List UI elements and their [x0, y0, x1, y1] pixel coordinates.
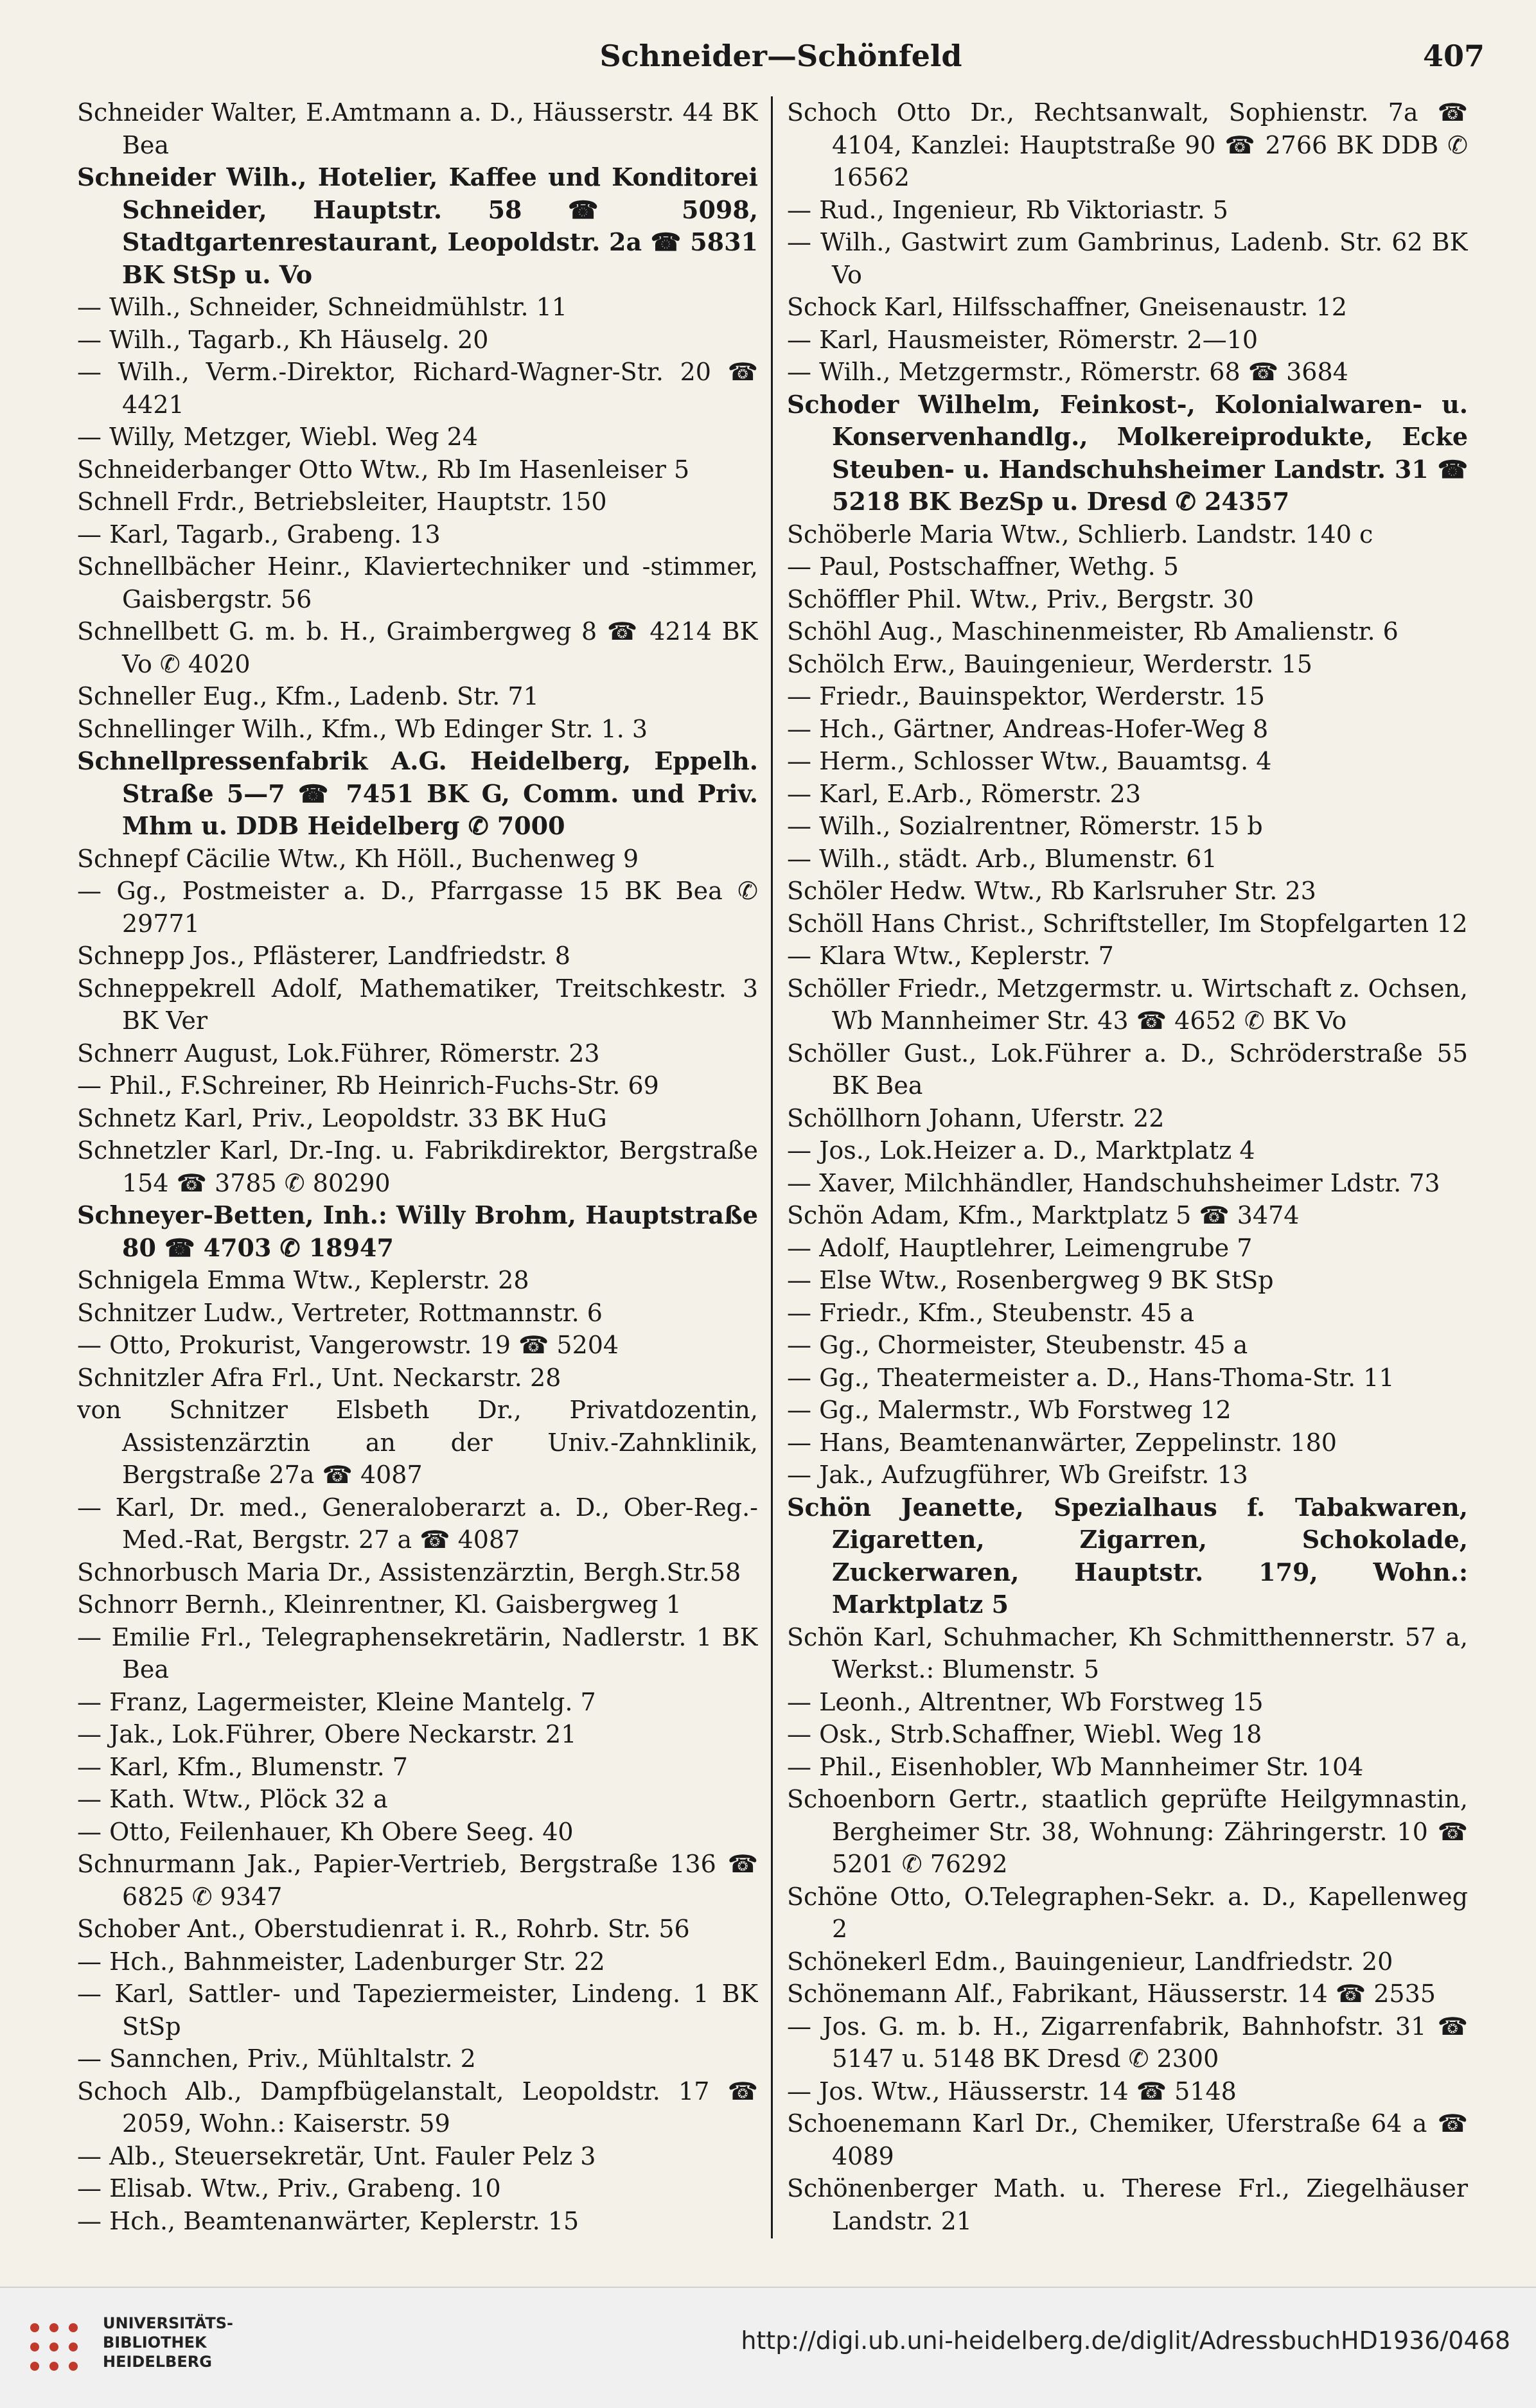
directory-entry: Schnitzer Ludw., Vertreter, Rottmannstr. 6 — [77, 1298, 603, 1327]
directory-entry: — Klara Wtw., Keplerstr. 7 — [787, 942, 1114, 970]
directory-entry: Schön Karl, Schuhmacher, Kh Schmitthennerstr. 57 a, Werkst.: Blumenstr. 5 — [787, 1622, 1468, 1683]
directory-entry: — Friedr., Bauinspektor, Werderstr. 15 — [787, 682, 1265, 710]
directory-entry: Schoenemann Karl Dr., Chemiker, Uferstraße 64 a ☎ 4089 — [787, 2109, 1468, 2170]
directory-entry: — Wilh., Gastwirt zum Gambrinus, Ladenb. Str. 62 BK Vo — [787, 228, 1468, 289]
library-name — [103, 2314, 233, 2371]
document-url-link[interactable]: http://digi.ub.uni-heidelberg.de/diglit/AdressbuchHD1936/0468 — [741, 2326, 1510, 2355]
directory-entry: Schöhl Aug., Maschinenmeister, Rb Amalienstr. 6 — [787, 617, 1399, 646]
directory-entry: Schneiderbanger Otto Wtw., Rb Im Hasenleiser 5 — [77, 455, 690, 484]
directory-entry: — Otto, Prokurist, Vangerowstr. 19 ☎ 5204 — [77, 1331, 619, 1359]
directory-entry: — Otto, Feilenhauer, Kh Obere Seeg. 40 — [77, 1817, 574, 1846]
directory-entry: von Schnitzer Elsbeth Dr., Privatdozentin, Assistenzärztin an der Univ.-Zahnklinik, Bergstraße 27a ☎ 4087 — [77, 1396, 758, 1489]
directory-entry: — Hans, Beamtenanwärter, Zeppelinstr. 180 — [787, 1428, 1337, 1457]
directory-entry: — Gg., Malermstr., Wb Forstweg 12 — [787, 1396, 1231, 1424]
directory-entry: — Herm., Schlosser Wtw., Bauamtsg. 4 — [787, 747, 1272, 775]
directory-columns — [77, 96, 1484, 2238]
directory-entry: — Jos. Wtw., Häusserstr. 14 ☎ 5148 — [787, 2077, 1237, 2105]
directory-entry: Schnell Frdr., Betriebsleiter, Hauptstr. 150 — [77, 488, 607, 516]
directory-entry: Schoch Alb., Dampfbügelanstalt, Leopoldstr. 17 ☎ 2059, Wohn.: Kaiserstr. 59 — [77, 2077, 758, 2138]
left-column — [77, 96, 758, 2238]
directory-entry: Schöberle Maria Wtw., Schlierb. Landstr. 140 c — [787, 520, 1373, 549]
page-number: 407 — [1422, 39, 1485, 73]
directory-entry: Schön Adam, Kfm., Marktplatz 5 ☎ 3474 — [787, 1201, 1300, 1229]
directory-entry: Schöller Friedr., Metzgermstr. u. Wirtschaft z. Ochsen, Wb Mannheimer Str. 43 ☎ 4652 ✆ BK Vo — [787, 974, 1468, 1035]
directory-entry: — Sannchen, Priv., Mühltalstr. 2 — [77, 2044, 476, 2073]
library-name-line-2: BIBLIOTHEK — [103, 2333, 207, 2351]
directory-entry: Schnetzler Karl, Dr.-Ing. u. Fabrikdirektor, Bergstraße 154 ☎ 3785 ✆ 80290 — [77, 1136, 758, 1197]
directory-entry: Schöll Hans Christ., Schriftsteller, Im Stopfelgarten 12 — [787, 909, 1468, 938]
directory-entry: Schock Karl, Hilfsschaffner, Gneisenaustr. 12 — [787, 293, 1347, 321]
directory-entry: Schneller Eug., Kfm., Ladenb. Str. 71 — [77, 682, 539, 710]
directory-entry: Schöller Gust., Lok.Führer a. D., Schröderstraße 55 BK Bea — [787, 1039, 1468, 1100]
running-title: Schneider—Schönfeld — [599, 39, 962, 73]
directory-entry: — Karl, Hausmeister, Römerstr. 2—10 — [787, 325, 1258, 354]
directory-entry: Schneider Walter, E.Amtmann a. D., Häusserstr. 44 BK Bea — [77, 98, 758, 159]
directory-entry: Schnepf Cäcilie Wtw., Kh Höll., Buchenweg 9 — [77, 844, 639, 873]
directory-entry: Schneider Wilh., Hotelier, Kaffee und Konditorei Schneider, Hauptstr. 58 ☎ 5098, Stadtgartenrestaurant, Leopoldstr. 2a ☎ 5831 BK StSp u. Vo — [77, 163, 758, 289]
directory-entry: — Gg., Theatermeister a. D., Hans-Thoma-Str. 11 — [787, 1363, 1395, 1392]
directory-entry: — Xaver, Milchhändler, Handschuhsheimer Ldstr. 73 — [787, 1168, 1440, 1197]
directory-entry: — Gg., Chormeister, Steubenstr. 45 a — [787, 1331, 1248, 1359]
directory-entry: — Emilie Frl., Telegraphensekretärin, Nadlerstr. 1 BK Bea — [77, 1622, 758, 1683]
directory-entry: — Phil., F.Schreiner, Rb Heinrich-Fuchs-Str. 69 — [77, 1071, 659, 1100]
directory-entry: — Osk., Strb.Schaffner, Wiebl. Weg 18 — [787, 1720, 1262, 1748]
directory-entry: — Paul, Postschaffner, Wethg. 5 — [787, 552, 1179, 581]
right-column — [787, 96, 1468, 2238]
directory-entry: Schönekerl Edm., Bauingenieur, Landfriedstr. 20 — [787, 1947, 1393, 1976]
directory-entry: Schnerr August, Lok.Führer, Römerstr. 23 — [77, 1039, 600, 1068]
directory-entry: — Karl, Sattler- und Tapeziermeister, Lindeng. 1 BK StSp — [77, 1980, 758, 2041]
directory-entry: — Karl, Kfm., Blumenstr. 7 — [77, 1752, 408, 1781]
directory-entry: Schnetz Karl, Priv., Leopoldstr. 33 BK HuG — [77, 1103, 607, 1132]
directory-entry: — Gg., Postmeister a. D., Pfarrgasse 15 BK Bea ✆ 29771 — [77, 877, 758, 938]
directory-entry: Schoder Wilhelm, Feinkost-, Kolonialwaren- u. Konservenhandlg., Molkereiprodukte, Ecke Steuben- u. Handschuhsheimer Landstr. 31 ☎ 5218 BK BezSp u. Dresd ✆ 24357 — [787, 389, 1468, 516]
university-library-logo-icon — [15, 2308, 93, 2386]
directory-entry: Schnellinger Wilh., Kfm., Wb Edinger Str. 1. 3 — [77, 714, 648, 743]
directory-entry: Schoch Otto Dr., Rechtsanwalt, Sophienstr. 7a ☎ 4104, Kanzlei: Hauptstraße 90 ☎ 2766 BK DDB ✆ 16562 — [787, 98, 1468, 191]
directory-entry: Schnellbett G. m. b. H., Graimbergweg 8 ☎ 4214 BK Vo ✆ 4020 — [77, 617, 758, 678]
directory-entry: — Wilh., Schneider, Schneidmühlstr. 11 — [77, 293, 567, 321]
directory-entry: — Karl, Tagarb., Grabeng. 13 — [77, 520, 441, 549]
directory-entry: Schober Ant., Oberstudienrat i. R., Rohrb. Str. 56 — [77, 1915, 690, 1943]
page-header — [77, 39, 1485, 83]
directory-entry: — Phil., Eisenhobler, Wb Mannheimer Str. 104 — [787, 1752, 1364, 1781]
directory-entry: Schnigela Emma Wtw., Keplerstr. 28 — [77, 1266, 529, 1294]
directory-entry: — Wilh., Sozialrentner, Römerstr. 15 b — [787, 812, 1263, 840]
directory-entry: — Willy, Metzger, Wiebl. Weg 24 — [77, 423, 479, 451]
directory-entry: Schnorbusch Maria Dr., Assistenzärztin, Bergh.Str.58 — [77, 1558, 741, 1586]
directory-entry: Schneyer-Betten, Inh.: Willy Brohm, Hauptstraße 80 ☎ 4703 ✆ 18947 — [77, 1200, 758, 1262]
directory-entry: — Rud., Ingenieur, Rb Viktoriastr. 5 — [787, 195, 1228, 224]
directory-entry: Schnurmann Jak., Papier-Vertrieb, Bergstraße 136 ☎ 6825 ✆ 9347 — [77, 1850, 758, 1911]
directory-entry: — Friedr., Kfm., Steubenstr. 45 a — [787, 1298, 1195, 1327]
library-name-line-1: UNIVERSITÄTS- — [103, 2314, 234, 2332]
directory-entry: Schnellbächer Heinr., Klaviertechniker und -stimmer, Gaisbergstr. 56 — [77, 552, 758, 613]
directory-entry: Schönenberger Math. u. Therese Frl., Ziegelhäuser Landstr. 21 — [787, 2174, 1468, 2235]
directory-entry: Schölch Erw., Bauingenieur, Werderstr. 15 — [787, 649, 1312, 678]
directory-entry: Schöne Otto, O.Telegraphen-Sekr. a. D., Kapellenweg 2 — [787, 1882, 1468, 1943]
directory-entry: — Jak., Lok.Führer, Obere Neckarstr. 21 — [77, 1720, 577, 1748]
directory-entry: Schnorr Bernh., Kleinrentner, Kl. Gaisbergweg 1 — [77, 1590, 682, 1619]
directory-entry: Schönemann Alf., Fabrikant, Häusserstr. 14 ☎ 2535 — [787, 1980, 1436, 2008]
directory-entry: — Else Wtw., Rosenbergweg 9 BK StSp — [787, 1266, 1274, 1294]
directory-entry: — Jos. G. m. b. H., Zigarrenfabrik, Bahnhofstr. 31 ☎ 5147 u. 5148 BK Dresd ✆ 2300 — [787, 2012, 1468, 2073]
directory-entry: Schöffler Phil. Wtw., Priv., Bergstr. 30 — [787, 584, 1254, 613]
directory-entry: — Jak., Aufzugführer, Wb Greifstr. 13 — [787, 1461, 1248, 1489]
directory-entry: — Hch., Beamtenanwärter, Keplerstr. 15 — [77, 2206, 579, 2235]
library-name-line-3: HEIDELBERG — [103, 2353, 212, 2371]
directory-entry: — Wilh., Metzgermstr., Römerstr. 68 ☎ 3684 — [787, 358, 1348, 386]
directory-entry: — Kath. Wtw., Plöck 32 a — [77, 1785, 388, 1813]
directory-entry: — Alb., Steuersekretär, Unt. Fauler Pelz 3 — [77, 2141, 596, 2170]
directory-entry: Schöllhorn Johann, Uferstr. 22 — [787, 1103, 1165, 1132]
directory-entry: Schneppekrell Adolf, Mathematiker, Treitschkestr. 3 BK Ver — [77, 974, 758, 1035]
directory-entry — [77, 2237, 758, 2238]
directory-entry: — Leonh., Altrentner, Wb Forstweg 15 — [787, 1687, 1264, 1716]
directory-entry: Schnepp Jos., Pflästerer, Landfriedstr. 8 — [77, 942, 570, 970]
viewer-footer — [0, 2287, 1536, 2408]
directory-entry: — Karl, Dr. med., Generaloberarzt a. D., Ober-Reg.-Med.-Rat, Bergstr. 27 a ☎ 4087 — [77, 1493, 758, 1554]
directory-entry — [787, 2237, 1468, 2238]
directory-entry: — Adolf, Hauptlehrer, Leimengrube 7 — [787, 1233, 1253, 1262]
directory-entry: — Jos., Lok.Heizer a. D., Marktplatz 4 — [787, 1136, 1255, 1164]
directory-entry: Schöler Hedw. Wtw., Rb Karlsruher Str. 23 — [787, 877, 1316, 905]
directory-entry: — Wilh., Verm.-Direktor, Richard-Wagner-Str. 20 ☎ 4421 — [77, 358, 758, 419]
directory-entry: Schnellpressenfabrik A.G. Heidelberg, Eppelh. Straße 5—7 ☎ 7451 BK G, Comm. und Priv. Mhm u. DDB Heidelberg ✆ 7000 — [77, 746, 758, 840]
directory-entry: Schnitzler Afra Frl., Unt. Neckarstr. 28 — [77, 1363, 561, 1392]
directory-entry: — Franz, Lagermeister, Kleine Mantelg. 7 — [77, 1687, 596, 1716]
column-divider — [771, 96, 773, 2238]
directory-entry: — Wilh., Tagarb., Kh Häuselg. 20 — [77, 325, 489, 354]
directory-entry: — Hch., Gärtner, Andreas-Hofer-Weg 8 — [787, 714, 1269, 743]
directory-entry: — Elisab. Wtw., Priv., Grabeng. 10 — [77, 2174, 501, 2202]
directory-entry: — Wilh., städt. Arb., Blumenstr. 61 — [787, 844, 1217, 873]
directory-entry: Schön Jeanette, Spezialhaus f. Tabakwaren, Zigaretten, Zigarren, Schokolade, Zuckerwaren, Hauptstr. 179, Wohn.: Marktplatz 5 — [787, 1492, 1468, 1619]
directory-entry: — Karl, E.Arb., Römerstr. 23 — [787, 779, 1142, 808]
directory-entry: — Hch., Bahnmeister, Ladenburger Str. 22 — [77, 1947, 605, 1976]
directory-entry: Schoenborn Gertr., staatlich geprüfte Heilgymnastin, Bergheimer Str. 38, Wohnung: Zähringerstr. 10 ☎ 5201 ✆ 76292 — [787, 1785, 1468, 1878]
